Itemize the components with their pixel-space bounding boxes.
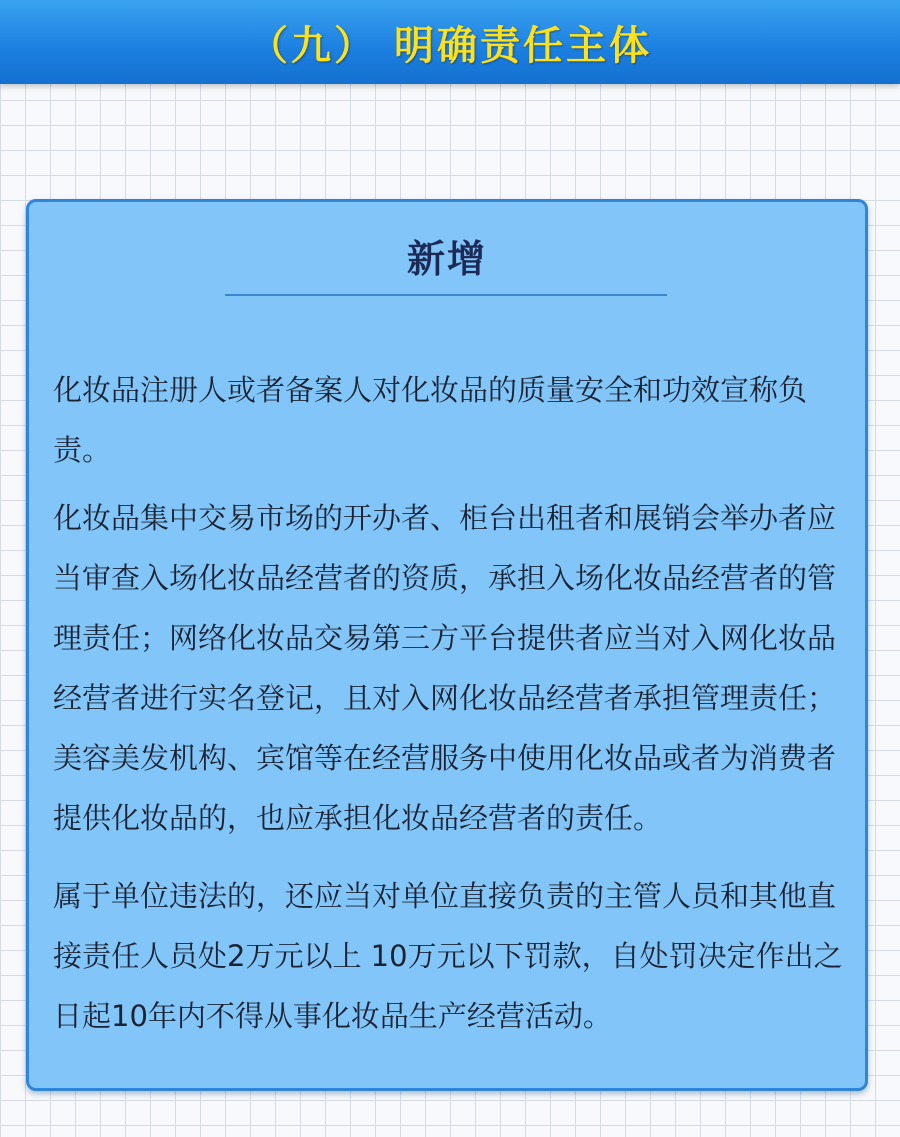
paragraph-market-duties: 化妆品集中交易市场的开办者、柜台出租者和展销会举办者应当审查入场化妆品经营者的资质，承担入场化妆品经营者的管理责任；网络化妆品交易第三方平台提供者应当对入网化妆品经营者进行实名登记，且对入网化妆品经营者承担管理责任；美容美发机构、宾馆等在经营服务中使用化妆品或者为消费者提供化妆品的，也应承担化妆品经营者的责任。 xyxy=(53,501,837,835)
title-divider xyxy=(225,294,667,296)
content-card xyxy=(26,199,868,1091)
header-title: （九） 明确责任主体 xyxy=(248,22,652,69)
paragraph-penalty: 属于单位违法的，还应当对单位直接负责的主管人员和其他直接责任人员处2万元以上 10万元以下罚款，自处罚决定作出之日起10年内不得从事化妆品生产经营活动。 xyxy=(53,879,843,1033)
paragraph-responsibility: 化妆品注册人或者备案人对化妆品的质量安全和功效宣称负责。 xyxy=(53,373,808,467)
header-band xyxy=(0,0,900,84)
card-title: 新增 xyxy=(406,237,487,281)
